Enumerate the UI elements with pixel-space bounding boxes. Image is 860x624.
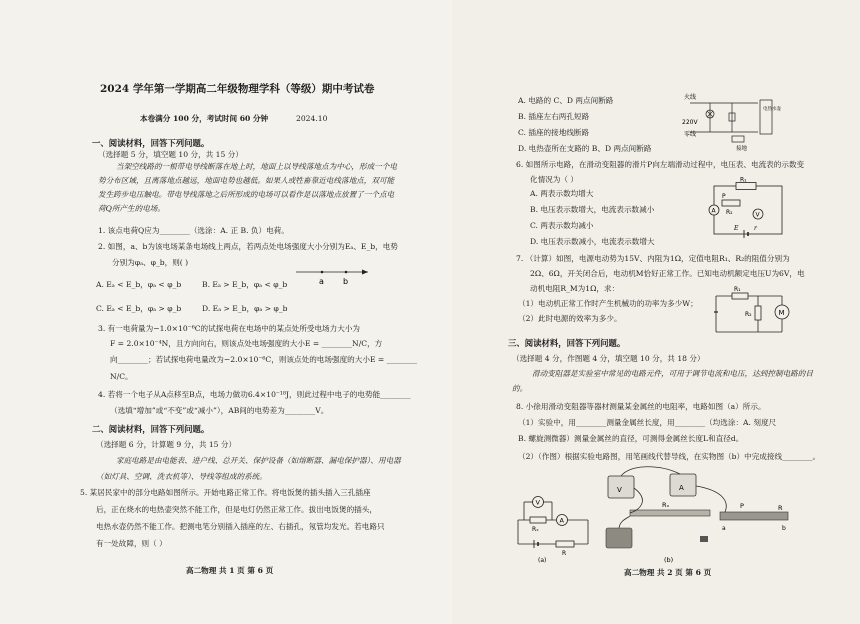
slider-p-label: P [722, 193, 726, 200]
terminal-a-label: a [722, 525, 726, 532]
question-7-line: 动机电阻R_M为1Ω，求： [530, 284, 620, 293]
emf-e-label: E [734, 225, 739, 232]
question-7-line: 7. （计算）如图，电源电动势为15V、内阻为1Ω，定值电阻R₁、R₂的阻值分别为 [516, 254, 790, 263]
household-circuit-figure [680, 90, 781, 152]
question-7-sub-1: （1）电动机正常工作时产生机械功的功率为多少W； [518, 299, 698, 308]
question-2-option-a: A. Eₐ < E_b，φₐ < φ_b [96, 280, 182, 289]
question-3-line: 3. 有一电荷量为−1.0×10⁻⁶C的试探电荷在电场中的某点处所受电场力大小为 [98, 324, 361, 333]
question-6-option-a: A. 两表示数均增大 [530, 189, 594, 198]
voltmeter-label: V [755, 211, 760, 219]
passage-1-line: 发生跨步电压触电。带电导线落地之后所形成的电场可以看作是以落地点放置了一个点电 [98, 190, 395, 199]
question-2-option-b: B. Eₐ > E_b，φₐ < φ_b [202, 280, 288, 289]
question-7-line: 2Ω、6Ω，开关闭合后，电动机M恰好正常工作。已知电动机额定电压U为6V，电 [530, 269, 805, 278]
resistor-r2-label: R₂ [726, 209, 733, 216]
figure-a-label: (a) [538, 557, 547, 564]
question-2-line: 2. 如图，a、b为该电场某条电场线上两点，若两点处电场强度大小分别为Eₐ、E_b，电势 [98, 242, 398, 251]
passage-1-line: 势分布区域，且离落地点越远，地面电势也越低。如果人或牲畜靠近电线落地点，双可能 [98, 176, 395, 185]
point-a-label: a [319, 277, 324, 286]
figure-b-label: (b) [664, 556, 674, 564]
question-1: 1. 该点电荷Q应为________（选涂：A. 正 B. 负）电荷。 [98, 226, 289, 235]
resistor-r1-label: R₁ [740, 176, 747, 184]
section-3-note: （选择题 4 分，作图题 4 分，填空题 10 分，共 18 分） [512, 354, 705, 363]
resistor-r2-label: R₂ [745, 311, 752, 318]
rheostat-r-label: R [562, 550, 567, 557]
question-8-sub-1-line: B. 螺旋测微器）测量金属丝的直径，可测得金属丝长度L和直径d。 [518, 434, 744, 443]
sliding-rheostat-circuit-figure [708, 176, 788, 242]
resistor-r1-label: R₁ [734, 286, 741, 293]
voltmeter-label: V [617, 486, 622, 494]
passage-2-line: 家庭电路是由电能表、进户线、总开关、保护设备（如熔断器、漏电保护器）、用电器 [116, 456, 401, 465]
question-4-line: （选填“增加”或“不变”或“减小”），AB间的电势差为________V。 [110, 406, 329, 415]
passage-3-line: 滑动变阻器是实验室中常见的电路元件，可用于调节电流和电压，达到控制电路的目 [532, 369, 813, 378]
question-5-option-b: B. 插座左右两孔短路 [518, 112, 590, 121]
physical-apparatus-figure-b [600, 470, 792, 570]
terminal-b-label: b [782, 525, 786, 532]
rheostat-r-label: R [778, 504, 783, 512]
circuit-diagram-a [516, 492, 594, 564]
slider-p-label: P [740, 502, 744, 510]
question-3-line: N/C。 [110, 372, 133, 381]
question-2-option-d: D. Eₐ > E_b，φₐ > φ_b [202, 304, 288, 313]
voltage-label: 220V [682, 119, 698, 126]
question-6-option-c: C. 两表示数均减小 [530, 221, 594, 230]
motor-circuit-figure [712, 282, 798, 338]
section-3-heading: 三、阅读材料，回答下列问题。 [508, 338, 626, 348]
question-6-line: 化情况为（ ） [530, 175, 578, 184]
electric-field-line-figure [292, 262, 372, 286]
section-2-heading: 二、阅读材料，回答下列问题。 [92, 424, 210, 434]
question-2-line: 分别为φₐ、φ_b，则( ) [112, 258, 189, 267]
question-8-sub-2: （2）（作图）根据实验电路图，用笔画线代替导线，在实物图（b）中完成接线________。 [518, 452, 821, 461]
question-3-line: F = 2.0×10⁻⁴N，且方向向右，则该点处电场强度的大小E = ________N/C，方 [110, 339, 383, 348]
point-b-label: b [343, 277, 349, 286]
question-6-option-b: B. 电压表示数增大，电流表示数减小 [530, 205, 655, 214]
exam-subtitle: 本卷满分 100 分，考试时间 60 分钟 [140, 114, 269, 123]
passage-2-line: （如灯具、空调、洗衣机等）、导线等组成的系统。 [96, 472, 267, 481]
question-2-option-c: C. Eₐ < E_b，φₐ > φ_b [96, 304, 182, 313]
exam-page-right [452, 0, 860, 624]
exam-date: 2024.10 [296, 114, 328, 123]
exam-title: 2024 学年第一学期高二年级物理学科（等级）期中考试卷 [100, 83, 375, 95]
voltmeter-label: V [535, 498, 540, 507]
section-2-note: （选择题 6 分，计算题 9 分，共 15 分） [96, 440, 237, 449]
question-5-line: 后，正在烧水的电热壶突然不能工作，但是电灯仍然正常工作。拔出电饭煲的插头， [96, 505, 377, 514]
resistor-rx-label: Rₓ [532, 526, 539, 533]
question-6-line: 6. 如图所示电路，在滑动变阻器的滑片P向左端滑动过程中，电压表、电流表的示数变 [516, 160, 805, 169]
question-4-line: 4. 若将一个电子从A点移至B点，电场力做功6.4×10⁻¹⁸J，则此过程中电子的电势能________ [98, 390, 411, 399]
question-3-line: 向________；若试探电荷电量改为−2.0×10⁻⁶C，则该点处的电场强度的大小E = ________ [110, 355, 418, 364]
neutral-line-label: 零线 [684, 131, 697, 138]
question-5-option-a: A. 电路的 C、D 两点间断路 [518, 96, 614, 105]
question-8-line: 8. 小徐用滑动变阻器等器材测量某金属丝的电阻率，电路如图（a）所示。 [516, 402, 766, 411]
ammeter-label: A [711, 207, 716, 215]
ground-label: 接地 [736, 146, 748, 152]
kettle-label: 电热水壶 [763, 107, 781, 112]
page-footer: 高二物理 共 1 页 第 6 页 [186, 566, 274, 575]
fire-line-label: 火线 [684, 94, 697, 101]
passage-3-line: 的。 [512, 384, 528, 393]
question-5-line: 电热水壶仍然不能工作。把测电笔分别插入插座的左、右插孔，氖管均发光。若电路只 [96, 522, 385, 531]
question-6-option-d: D. 电压表示数减小，电流表示数增大 [530, 237, 655, 246]
passage-1-line: 当架空线路的一根带电导线断落在地上时，地面上以导线落地点为中心，形成一个电 [116, 162, 397, 171]
question-5-line: 5. 某居民家中的部分电路如图所示。开始电路正常工作。将电饭煲的插头插入三孔插座 [80, 488, 371, 497]
internal-r-label: r [754, 225, 757, 232]
question-5-option-c: C. 插座的接地线断路 [518, 128, 590, 137]
section-1-heading: 一、阅读材料，回答下列问题。 [92, 138, 210, 148]
resistor-rx-label: Rₓ [662, 501, 670, 509]
ammeter-label: A [679, 484, 684, 492]
passage-1-line: 荷Q所产生的电场。 [98, 204, 165, 213]
question-5-option-d: D. 电热壶所在支路的 B、D 两点间断路 [518, 144, 652, 153]
page-footer: 高二物理 共 2 页 第 6 页 [624, 568, 712, 577]
section-1-note: （选择题 5 分，填空题 10 分，共 15 分） [98, 150, 243, 159]
motor-label: M [778, 309, 785, 317]
question-8-sub-1-line: （1）实验中，用________测量金属丝长度，用________（均选涂：A. 刻度尺 [518, 418, 777, 427]
question-7-sub-2: （2）此时电源的效率为多少。 [518, 314, 622, 323]
question-5-line: 有一处故障，则（ ） [96, 539, 167, 548]
ammeter-label: A [559, 516, 564, 525]
